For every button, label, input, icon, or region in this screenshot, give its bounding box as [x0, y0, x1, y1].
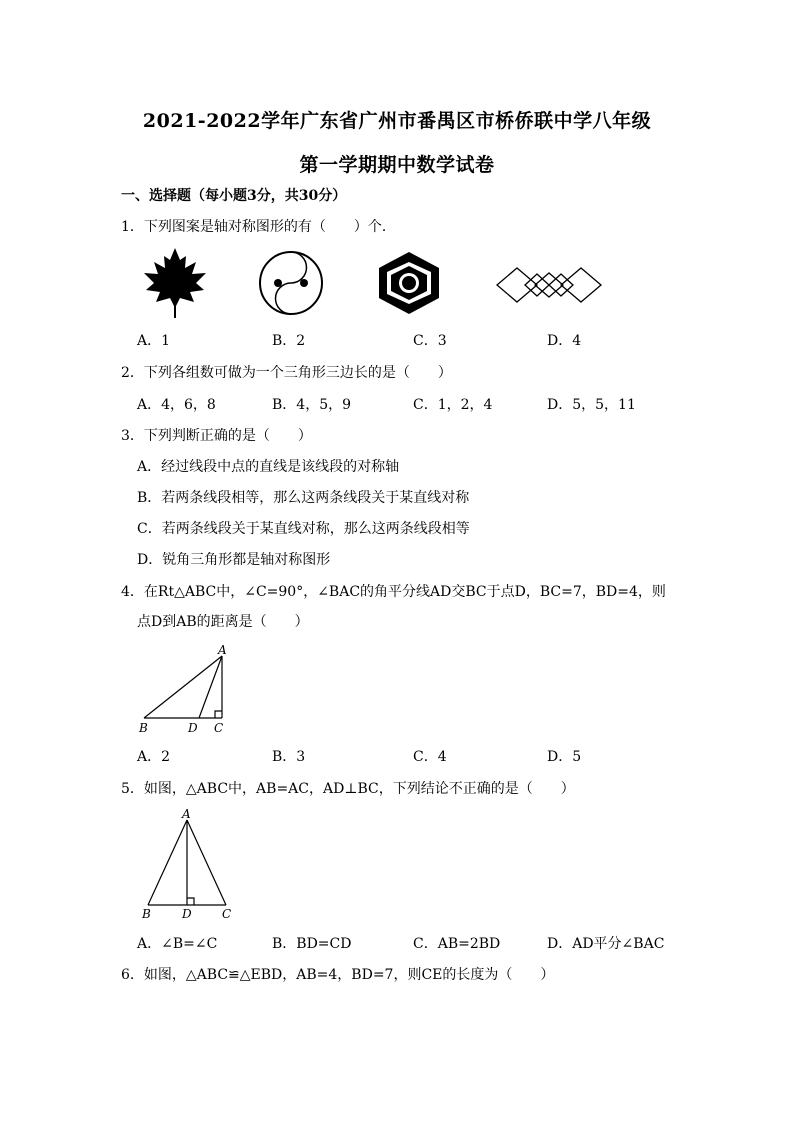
q5-option-b[interactable]: B．BD=CD	[272, 936, 352, 952]
q3-option-b[interactable]: B．若两条线段相等，那么这两条线段关于某直线对称	[137, 490, 470, 506]
q5-option-c[interactable]: C．AB=2BD	[413, 936, 501, 952]
q3-option-d[interactable]: D．锐角三角形都是轴对称图形	[137, 552, 331, 568]
q3-option-c[interactable]: C．若两条线段关于某直线对称，那么这两条线段相等	[137, 521, 470, 537]
q1-option-b[interactable]: B．2	[272, 333, 306, 349]
q3-stem: 3．下列判断正确的是（ ）	[121, 428, 312, 444]
q2-stem: 2．下列各组数可做为一个三角形三边长的是（ ）	[121, 365, 452, 381]
q4-stem-line1: 4．在Rt△ABC中，∠C=90°，∠BAC的角平分线AD交BC于点D，BC=7，BD=4，则	[121, 584, 666, 600]
q1-stem: 1．下列图案是轴对称图形的有（ ）个．	[121, 219, 396, 235]
knot-pattern-figure	[495, 266, 603, 306]
q5-option-a[interactable]: A．∠B=∠C	[137, 936, 218, 952]
q2-option-c[interactable]: C．1，2，4	[413, 397, 493, 413]
q4-stem-line2: 点D到AB的距离是（ ）	[137, 614, 309, 630]
q2-option-a[interactable]: A．4，6，8	[137, 397, 216, 413]
q5-label-a: A	[182, 807, 191, 821]
q1-option-c[interactable]: C．3	[413, 333, 447, 349]
q4-option-d[interactable]: D．5	[547, 749, 582, 765]
maple-leaf-figure	[140, 246, 210, 318]
section-heading: 一、选择题（每小题3分，共30分）	[121, 188, 347, 204]
q5-label-c: C	[222, 907, 232, 921]
q1-option-a[interactable]: A．1	[137, 333, 171, 349]
q4-label-d: D	[188, 721, 198, 735]
q4-label-c: C	[214, 721, 224, 735]
q4-label-a: A	[218, 643, 227, 657]
q5-stem: 5．如图，△ABC中，AB=AC，AD⊥BC，下列结论不正确的是（ ）	[121, 781, 575, 797]
hexagon-nut-figure	[375, 250, 443, 316]
q4-option-c[interactable]: C．4	[413, 749, 447, 765]
q5-label-d: D	[182, 907, 192, 921]
q3-option-a[interactable]: A．经过线段中点的直线是该线段的对称轴	[137, 459, 400, 475]
q5-label-b: B	[142, 907, 151, 921]
q5-triangle-figure	[138, 808, 238, 922]
q2-option-b[interactable]: B．4，5，9	[272, 397, 352, 413]
q4-label-b: B	[139, 721, 148, 735]
q4-option-a[interactable]: A．2	[137, 749, 171, 765]
q1-option-d[interactable]: D．4	[547, 333, 582, 349]
q2-option-d[interactable]: D．5，5，11	[547, 397, 636, 413]
exam-title-line2: 第一学期期中数学试卷	[299, 154, 495, 176]
yin-yang-figure	[258, 250, 324, 316]
exam-title-line1: 2021-2022学年广东省广州市番禺区市桥侨联中学八年级	[142, 110, 652, 132]
q4-option-b[interactable]: B．3	[272, 749, 306, 765]
q4-triangle-figure	[136, 644, 236, 738]
q6-stem: 6．如图，△ABC≌△EBD，AB=4，BD=7，则CE的长度为（ ）	[121, 967, 555, 983]
q5-option-d[interactable]: D．AD平分∠BAC	[547, 936, 665, 952]
